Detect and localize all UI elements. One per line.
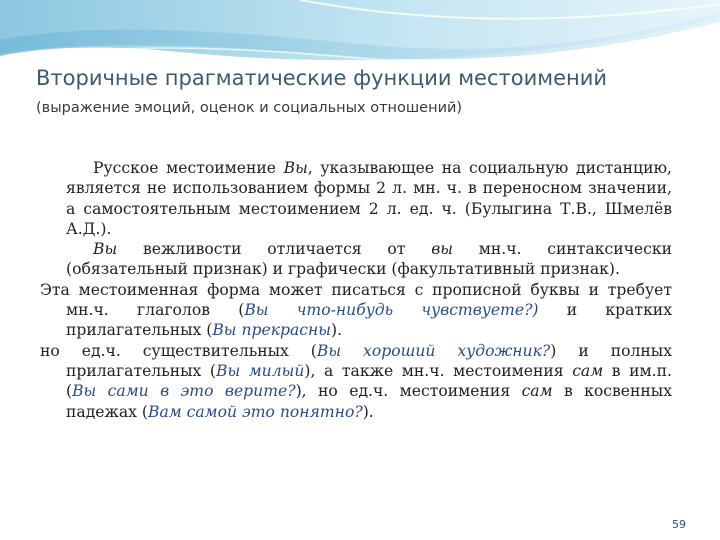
slide-body [40,158,672,422]
slide-title: Вторичные прагматические функции местоимений [36,66,608,90]
slide-subtitle: (выражение эмоций, оценок и социальных отношений) [36,100,463,116]
paragraph-1: Русское местоимение Вы, указывающее на социальную дистанцию, является не использованием формы 2 л. мн. ч. в переносном значении, а самостоятельным местоимением 2 л. ед. ч. (Булыгина Т.В., Шмелёв А.Д.). [66,159,672,238]
paragraph-2: Вы вежливости отличается от вы мн.ч. синтаксически (обязательный признак) и графически (факультативный признак). [66,240,673,279]
paragraph-4: но ед.ч. существительных (Вы хороший художник?) и полных прилагательных (Вы милый), а также мн.ч. местоимения сам в им.п. (Вы сами в это верите?), но ед.ч. местоимения сам в косвенных падежах (Вам самой это понятно?). [40,341,672,421]
page-number: 59 [672,518,686,531]
paragraph-3: Эта местоименная форма может писаться с прописной буквы и требует мн.ч. глаголов (Вы что-нибудь чувствуете?) и кратких прилагательных (Вы прекрасны). [40,280,672,340]
